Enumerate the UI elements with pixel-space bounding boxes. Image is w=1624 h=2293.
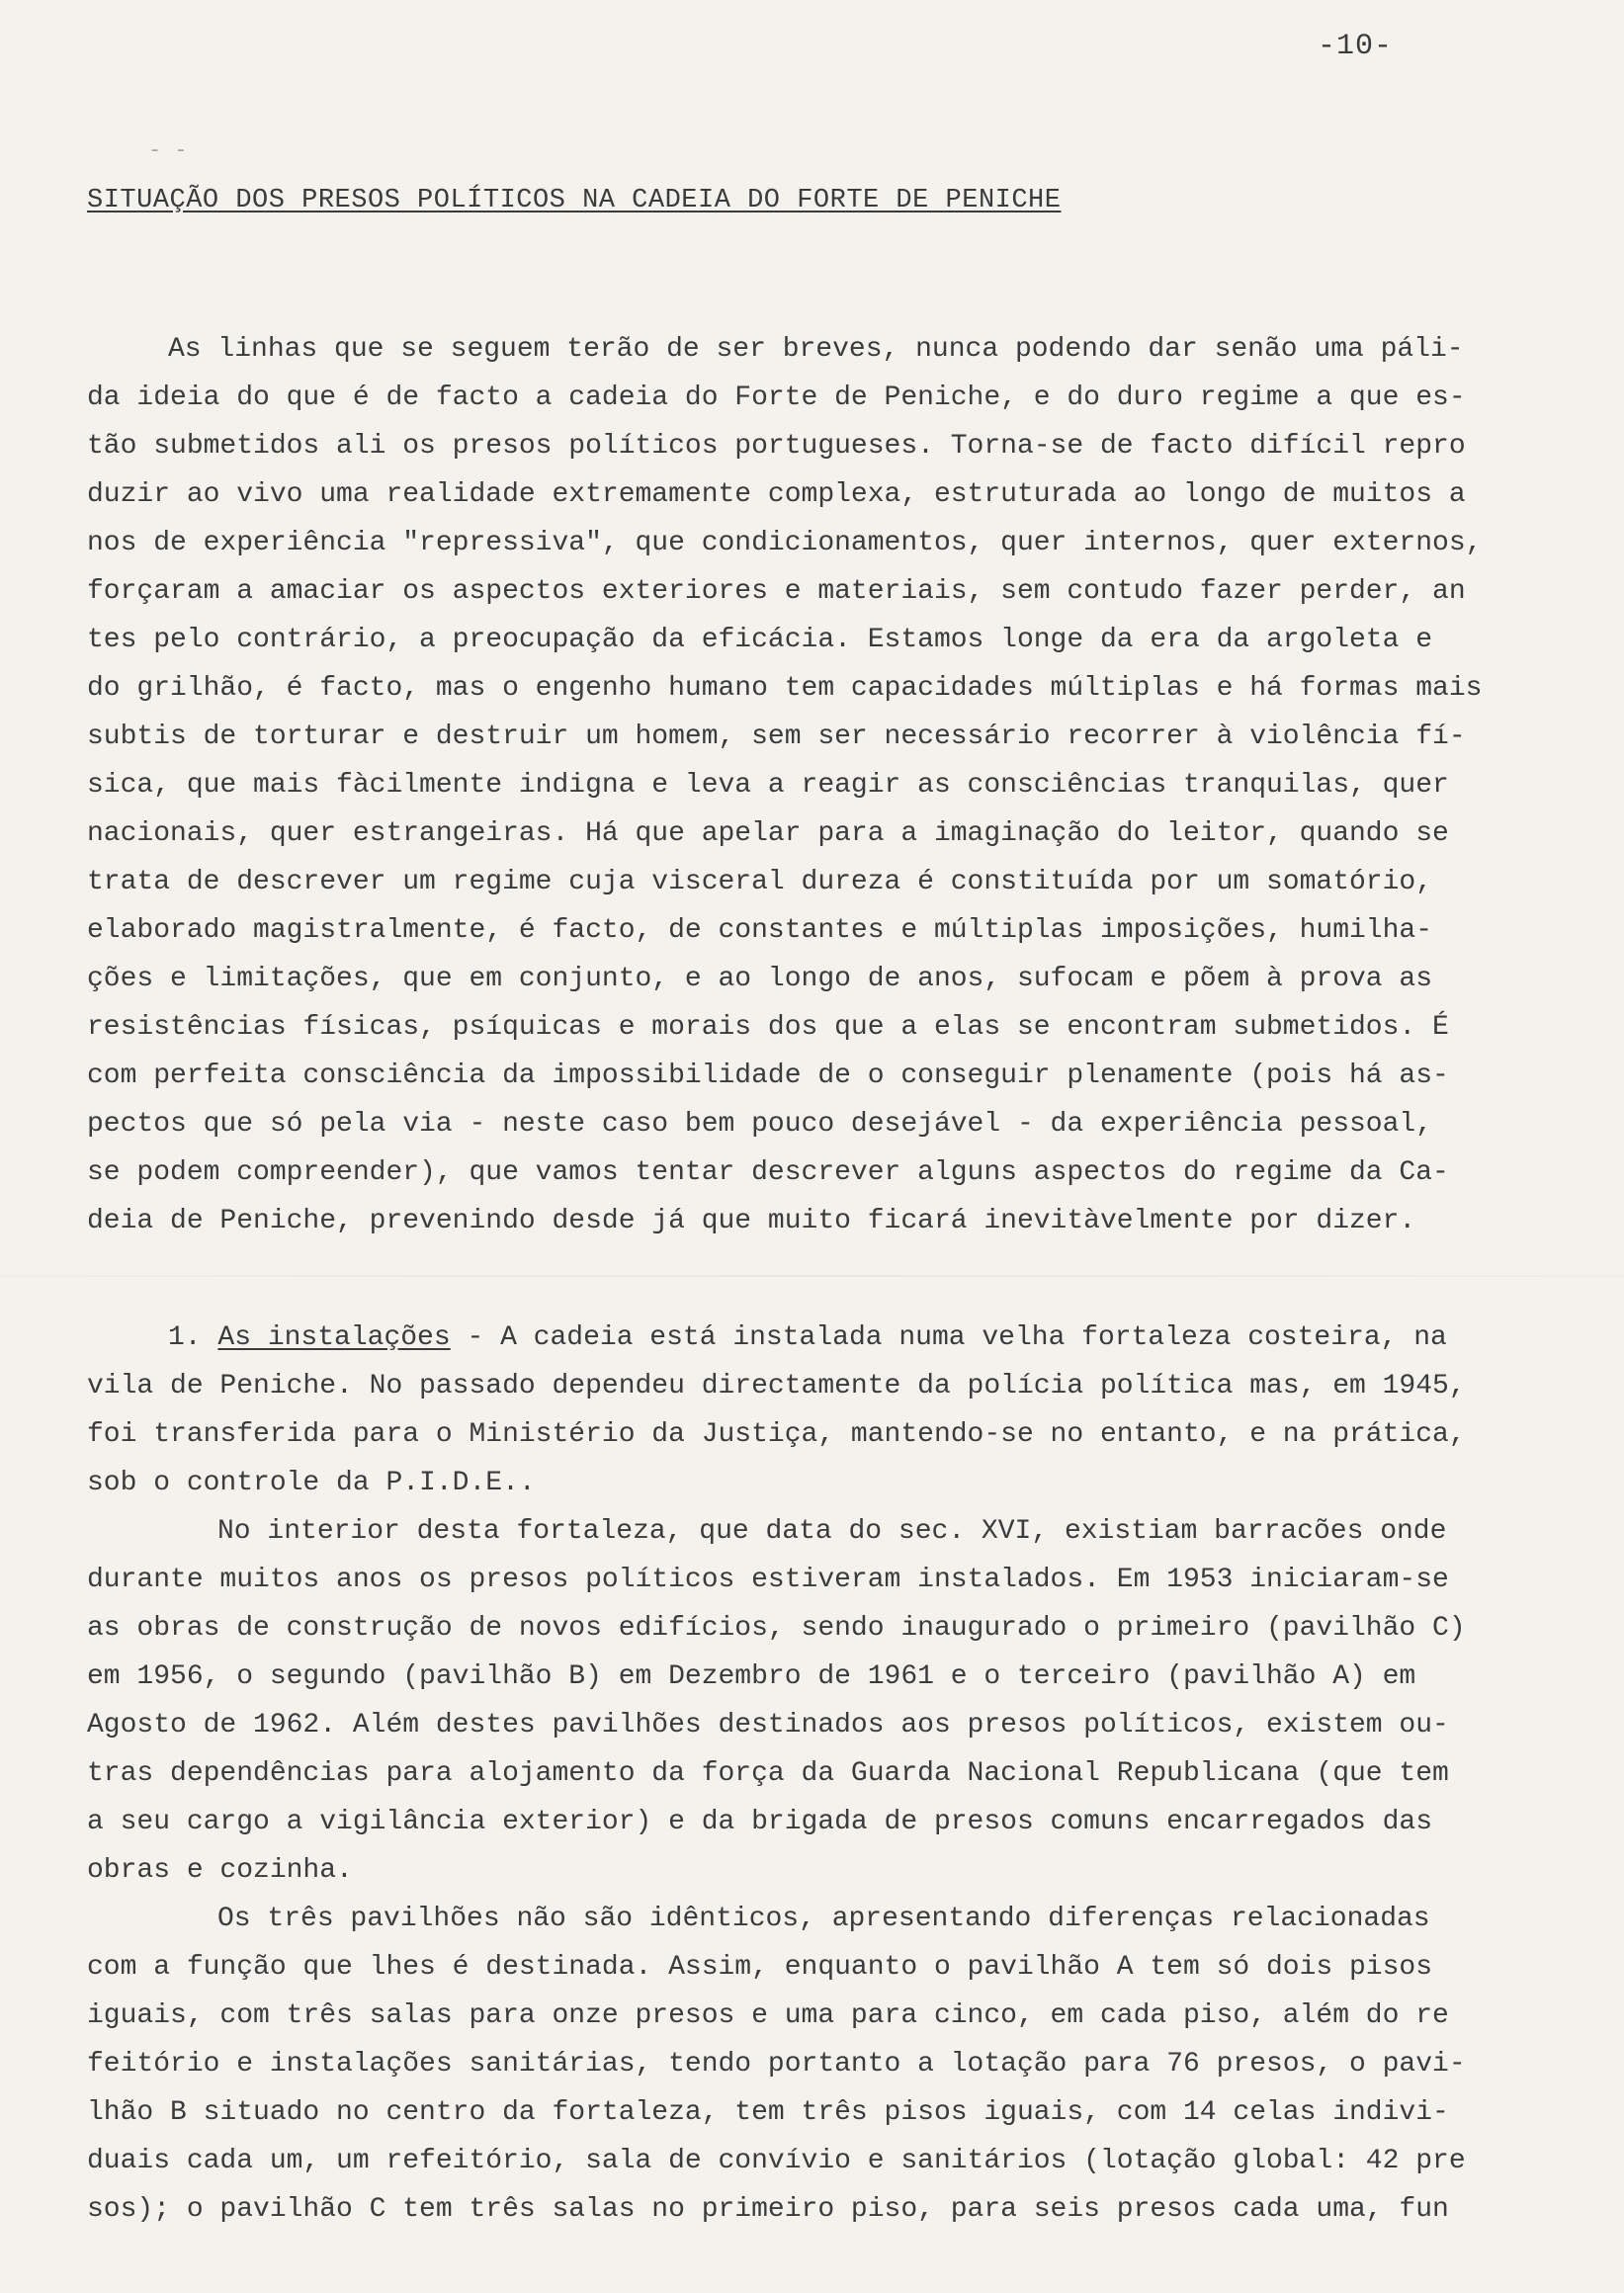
page-number: -10- (1318, 30, 1394, 63)
intro-line: elaborado magistralmente, é facto, de constantes e múltiplas imposições, humilha- (87, 915, 1433, 946)
section-1-line: vila de Peniche. No passado dependeu directamente da polícia política mas, em 1945, (87, 1371, 1466, 1401)
section-1-line: duais cada um, um refeitório, sala de convívio e sanitários (lotação global: 42 pre (87, 2146, 1466, 2176)
intro-line: pectos que só pela via - neste caso bem pouco desejável - da experiência pessoal, (87, 1109, 1433, 1140)
intro-line: nacionais, quer estrangeiras. Há que apelar para a imaginação do leitor, quando se (87, 818, 1449, 849)
intro-line: tes pelo contrário, a preocupação da eficácia. Estamos longe da era da argoleta e (87, 625, 1433, 655)
section-1-line: lhão B situado no centro da fortaleza, tem três pisos iguais, com 14 celas indivi- (87, 2097, 1449, 2128)
intro-line: resistências físicas, psíquicas e morais dos que a elas se encontram submetidos. É (87, 1012, 1449, 1043)
section-1-number: 1. (168, 1322, 202, 1353)
intro-line: com perfeita consciência da impossibilidade de o conseguir plenamente (pois há as- (87, 1061, 1449, 1091)
intro-line: se podem compreender), que vamos tentar descrever alguns aspectos do regime da Ca- (87, 1157, 1449, 1188)
section-1-first-line (168, 1324, 1447, 1352)
section-1-heading: As instalações (217, 1322, 451, 1353)
section-1-line: com a função que lhes é destinada. Assim, enquanto o pavilhão A tem só dois pisos (87, 1952, 1433, 1983)
intro-line: da ideia do que é de facto a cadeia do Forte de Peniche, e do duro regime a que es- (87, 382, 1466, 413)
section-1-first-line-text: - A cadeia está instalada numa velha fortaleza costeira, na (450, 1322, 1447, 1353)
section-1-line: durante muitos anos os presos políticos estiveram instalados. Em 1953 iniciaram-se (87, 1565, 1449, 1595)
intro-line: As linhas que se seguem terão de ser breves, nunca podendo dar senão uma páli- (168, 334, 1464, 365)
intro-line: duzir ao vivo uma realidade extremamente complexa, estruturada ao longo de muitos a (87, 479, 1466, 510)
intro-line: sica, que mais fàcilmente indigna e leva a reagir as consciências tranquilas, quer (87, 770, 1449, 801)
intro-line: tão submetidos ali os presos políticos portugueses. Torna-se de facto difícil repro (87, 431, 1466, 462)
section-1-line: sob o controle da P.I.D.E.. (87, 1468, 536, 1498)
intro-line: deia de Peniche, prevenindo desde já que muito ficará inevitàvelmente por dizer. (87, 1206, 1416, 1236)
section-1-line: No interior desta fortaleza, que data do sec. XVI, existiam barracões onde (217, 1516, 1447, 1547)
intro-line: trata de descrever um regime cuja visceral dureza é constituída por um somatório, (87, 867, 1433, 897)
section-1-line: sos); o pavilhão C tem três salas no primeiro piso, para seis presos cada uma, fun (87, 2194, 1449, 2225)
intro-line: subtis de torturar e destruir um homem, sem ser necessário recorrer à violência fí- (87, 722, 1466, 752)
section-1-line: iguais, com três salas para onze presos e uma para cinco, em cada piso, além do re (87, 2000, 1449, 2031)
intro-line: nos de experiência "repressiva", que condicionamentos, quer internos, quer externos, (87, 528, 1483, 558)
section-1-line: as obras de construção de novos edifícios, sendo inaugurado o primeiro (pavilhão C) (87, 1613, 1466, 1644)
section-1-line: em 1956, o segundo (pavilhão B) em Dezembro de 1961 e o terceiro (pavilhão A) em (87, 1661, 1416, 1692)
paper-fold-line (0, 1275, 1624, 1277)
section-1-line: obras e cozinha. (87, 1855, 353, 1886)
document-title: SITUAÇÃO DOS PRESOS POLÍTICOS NA CADEIA DO FORTE DE PENICHE (87, 186, 1062, 215)
section-1-line: Agosto de 1962. Além destes pavilhões destinados aos presos políticos, existem ou- (87, 1710, 1449, 1741)
intro-line: do grilhão, é facto, mas o engenho humano tem capacidades múltiplas e há formas mais (87, 673, 1483, 704)
intro-line: ções e limitações, que em conjunto, e ao longo de anos, sufocam e põem à prova as (87, 964, 1433, 994)
section-1-line: feitório e instalações sanitárias, tendo portanto a lotação para 76 presos, o pavi- (87, 2049, 1466, 2080)
stray-mark: - - (148, 138, 188, 163)
section-1-line: tras dependências para alojamento da força da Guarda Nacional Republicana (que tem (87, 1758, 1449, 1789)
section-1-line: a seu cargo a vigilância exterior) e da brigada de presos comuns encarregados das (87, 1807, 1433, 1837)
intro-line: forçaram a amaciar os aspectos exteriores e materiais, sem contudo fazer perder, an (87, 576, 1466, 607)
section-1-line: Os três pavilhões não são idênticos, apresentando diferenças relacionadas (217, 1904, 1430, 1934)
section-1-line: foi transferida para o Ministério da Justiça, mantendo-se no entanto, e na prática, (87, 1419, 1466, 1450)
